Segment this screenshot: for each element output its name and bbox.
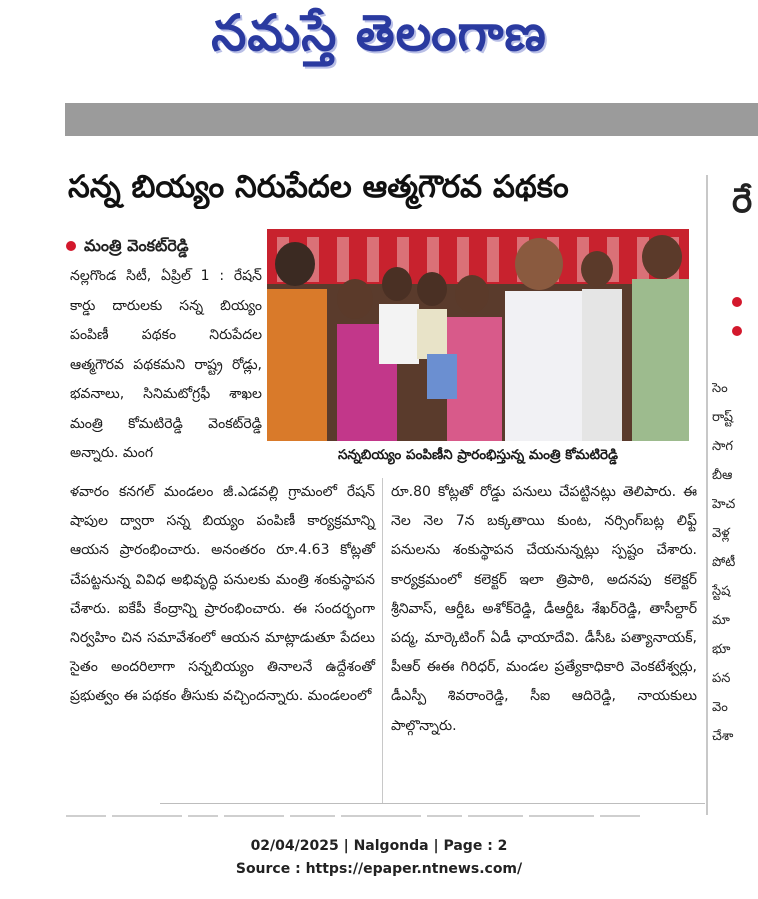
adjacent-line: వెళ్ల: [712, 526, 730, 541]
cropped-text-row: [66, 809, 706, 823]
article-paragraph-3: రూ.80 కోట్లతో రోడ్డు పనులు చేపట్టినట్లు తెలిపారు. ఈ నెల నెల 7న బక్కతాయి కుంట, నర్సింగ్‌బట్ల లిఫ్ట్ పనులను శంకుస్థాపన చేయనున్నట్లు స్పష్టం చేశారు. కార్యక్రమంలో కలెక్టర్ ఇలా త్రిపాఠి, అదనపు కలెక్టర్ శ్రీనివాస్, ఆర్డీఓ అశోక్‌రెడ్డి, డీఆర్డీఓ శేఖర్‌రెడ్డి, తాసీల్దార్ పద్మ, మార్కెటింగ్ ఏడీ ఛాయాదేవి. డీసీఓ పత్యానాయక్, పీఆర్ ఈఈ గిరిధర్, మండల ప్రత్యేకాధికారి వెంకటేశ్వర్లు, డీఎస్పీ శివరాంరెడ్డి, సీఐ ఆదిరెడ్డి, నాయకులు పాల్గొన్నారు.: [391, 484, 697, 734]
footer-meta: 02/04/2025 | Nalgonda | Page : 2: [250, 838, 508, 854]
article-column-bottom-left: [70, 478, 375, 712]
photo-caption: సన్నబియ్యం పంపిణీని ప్రారంభిస్తున్న మంత్రి కోమటిరెడ్డి: [267, 441, 689, 469]
adjacent-line: పన: [712, 671, 731, 686]
masthead: [0, 0, 758, 100]
adjacent-line: స్టేష: [712, 584, 731, 599]
bullet-icon: [732, 297, 742, 307]
article-paragraph-1: నల్లగొండ సిటీ, ఏప్రిల్ 1 : రేషన్ కార్డు దారులకు సన్న బియ్యం పంపిణీ పథకం నిరుపేదల ఆత్మగౌరవ పథకమని రాష్ట్ర రోడ్లు, భవనాలు, సినిమటోగ్రఫీ శాఖల మంత్రి కోమటిరెడ్డి వెంకట్‌రెడ్డి అన్నారు. మంగ: [70, 268, 262, 461]
adjacent-line: మా: [712, 613, 730, 628]
adjacent-line: బీఆ: [712, 468, 733, 483]
bullet-icon: [732, 326, 742, 336]
adjacent-line: సెం: [712, 381, 728, 396]
adjacent-line: రాష్ట్: [712, 410, 734, 425]
article-photo: [267, 229, 689, 441]
footer-source: Source : https://epaper.ntnews.com/: [235, 861, 523, 877]
byline: [66, 236, 189, 259]
adjacent-line: వెం: [712, 700, 728, 715]
section-bar: [65, 103, 758, 136]
adjacent-line: పోటీ: [712, 555, 736, 570]
adjacent-headline-fragment: రే: [732, 181, 753, 221]
article-headline: సన్న బియ్యం నిరుపేదల ఆత్మగౌరవ పథకం: [68, 169, 569, 205]
adjacent-line: హెచ: [712, 497, 736, 512]
adjacent-line: భూ: [712, 642, 731, 657]
adjacent-line: చేశా: [712, 729, 734, 744]
adjacent-article-strip: [712, 178, 758, 818]
bullet-icon: [66, 241, 76, 251]
article-column-bottom-right: [391, 478, 697, 741]
article-column-left: [70, 262, 262, 469]
article-paragraph-2: ళవారం కనగల్ మండలం జీ.ఎడవల్లి గ్రామంలో రేషన్ షాపుల ద్వారా సన్న బియ్యం పంపిణీ కార్యక్రమాన్ని ఆయన ప్రారంభించారు. అనంతరం రూ.4.63 కోట్లతో చేపట్టనున్న వివిధ అభివృద్ధి పనులకు మంత్రి శంకుస్థాపన చేశారు. ఐకేపీ కేంద్రాన్ని ప్రారంభించారు. ఈ సందర్భంగా నిర్వహిం చిన సమావేశంలో ఆయన మాట్లాడుతూ పేదలు సైతం అందరిలాగా సన్నబియ్యం తినాలనే ఉద్దేశంతో ప్రభుత్వం ఈ పథకం తీసుకు వచ్చిందన్నారు. మండలంలో: [70, 484, 375, 705]
article-bottom-rule: [160, 803, 705, 804]
byline-text: మంత్రి వెంకట్‌రెడ్డి: [84, 236, 189, 255]
adjacent-line: సాగ: [712, 439, 733, 454]
right-column-rule: [706, 175, 708, 815]
column-divider: [382, 478, 383, 803]
masthead-logo: నమస్తే తెలంగాణ: [211, 4, 547, 62]
